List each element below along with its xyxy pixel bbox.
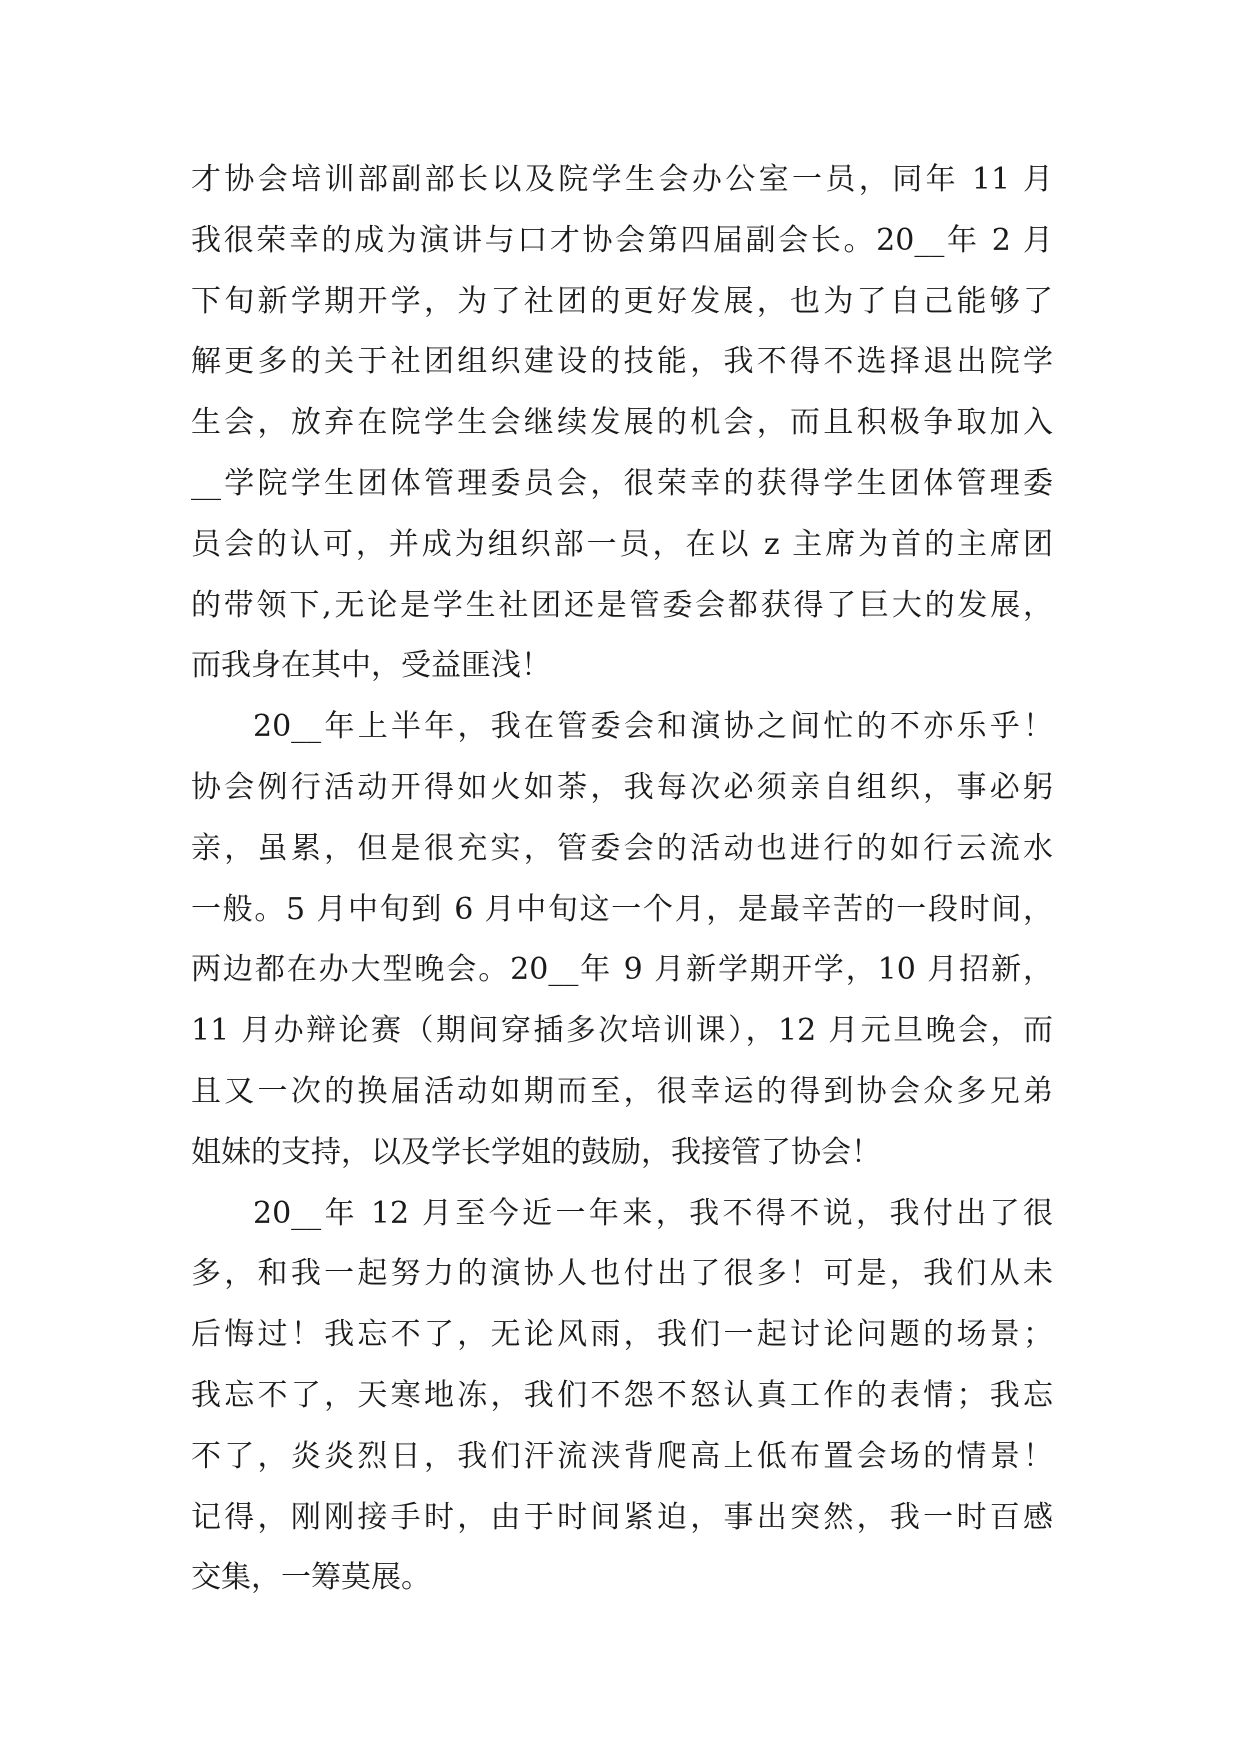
text-line: 员会的认可，并成为组织部一员，在以 z 主席为首的主席团 [191, 526, 1053, 562]
text-line: 11 月办辩论赛（期间穿插多次培训课），12 月元旦晚会，而 [191, 1013, 1053, 1049]
paragraph-3 [191, 1184, 1053, 1610]
paragraph-2 [191, 697, 1053, 1183]
text-line: 而我身在其中，受益匪浅！ [191, 648, 551, 684]
text-line: 交集，一筹莫展。 [191, 1560, 431, 1596]
text-line: 20__年 12 月至今近一年来，我不得不说，我付出了很 [253, 1195, 1053, 1231]
paragraph-1 [191, 150, 1053, 697]
text-line: 我忘不了，天寒地冻，我们不怨不怒认真工作的表情；我忘 [191, 1377, 1053, 1413]
document-body [191, 150, 1053, 1609]
text-line: 我很荣幸的成为演讲与口才协会第四届副会长。20__年 2 月 [191, 222, 1053, 258]
text-line: 多，和我一起努力的演协人也付出了很多！可是，我们从未 [191, 1256, 1053, 1292]
text-line: 一般。5 月中旬到 6 月中旬这一个月，是最辛苦的一段时间， [191, 891, 1053, 927]
text-line: 亲，虽累，但是很充实，管委会的活动也进行的如行云流水 [191, 830, 1053, 866]
text-line: 协会例行活动开得如火如荼，我每次必须亲自组织，事必躬 [191, 769, 1053, 805]
text-line: 不了，炎炎烈日，我们汗流浃背爬高上低布置会场的情景！ [191, 1438, 1053, 1474]
text-line: 后悔过！我忘不了，无论风雨，我们一起讨论问题的场景； [191, 1317, 1053, 1353]
text-line: 的带领下,无论是学生社团还是管委会都获得了巨大的发展， [191, 587, 1053, 623]
text-line: 解更多的关于社团组织建设的技能，我不得不选择退出院学 [191, 344, 1053, 380]
text-line: 20__年上半年，我在管委会和演协之间忙的不亦乐乎！ [253, 709, 1053, 745]
text-line: __学院学生团体管理委员会，很荣幸的获得学生团体管理委 [191, 465, 1053, 501]
text-line: 下旬新学期开学，为了社团的更好发展，也为了自己能够了 [191, 283, 1053, 319]
text-line: 记得，刚刚接手时，由于时间紧迫，事出突然，我一时百感 [191, 1499, 1053, 1535]
text-line: 且又一次的换届活动如期而至，很幸运的得到协会众多兄弟 [191, 1073, 1053, 1109]
text-line: 才协会培训部副部长以及院学生会办公室一员，同年 11 月 [191, 162, 1053, 197]
text-line: 生会，放弃在院学生会继续发展的机会，而且积极争取加入 [191, 405, 1053, 441]
text-line: 两边都在办大型晚会。20__年 9 月新学期开学，10 月招新， [191, 952, 1053, 988]
text-line: 姐妹的支持，以及学长学姐的鼓励，我接管了协会！ [191, 1134, 881, 1170]
